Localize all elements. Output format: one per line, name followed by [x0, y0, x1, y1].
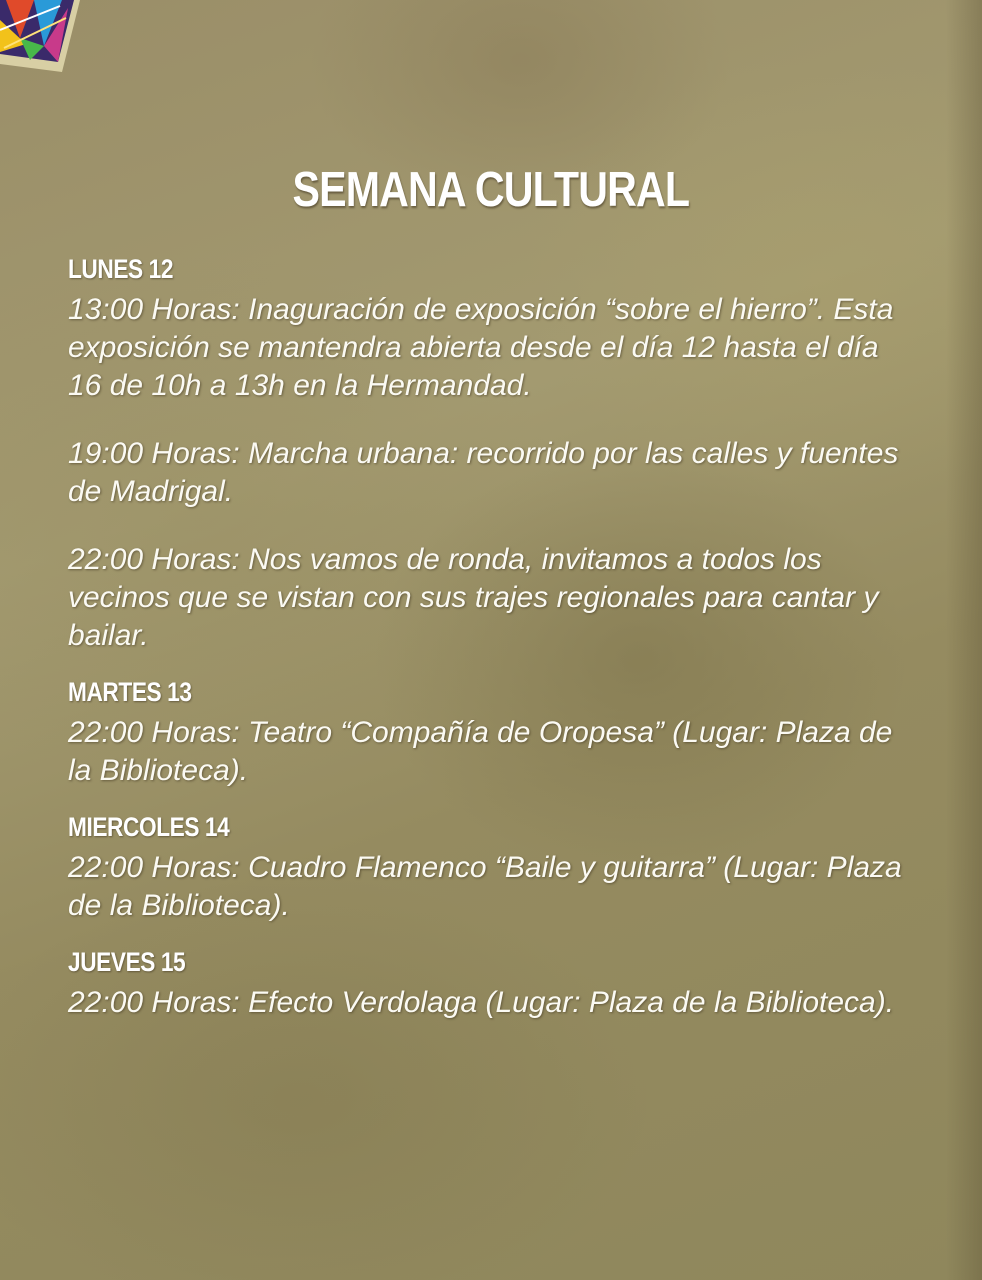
day-section-jueves — [68, 947, 908, 1022]
day-section-lunes — [68, 254, 908, 655]
day-heading: JUEVES 15 — [68, 947, 186, 977]
decorative-corner-art — [0, 0, 80, 80]
day-section-miercoles — [68, 812, 908, 925]
day-heading: LUNES 12 — [68, 254, 174, 284]
event-text: 22:00 Horas: Efecto Verdolaga (Lugar: Plaza de la Biblioteca). — [68, 986, 895, 1019]
day-section-martes — [68, 677, 908, 790]
event-text: 22:00 Horas: Cuadro Flamenco “Baile y guitarra” (Lugar: Plaza de la Biblioteca). — [68, 851, 902, 922]
day-heading: MARTES 13 — [68, 677, 192, 707]
day-heading: MIERCOLES 14 — [68, 812, 230, 842]
page-title: SEMANA CULTURAL — [292, 163, 690, 217]
event-text: 13:00 Horas: Inaguración de exposición “sobre el hierro”. Esta exposición se mantendra abierta desde el día 12 hasta el día 16 de 10h a 13h en la Hermandad. — [68, 293, 894, 402]
page-edge-shadow — [946, 0, 982, 1280]
event-text: 19:00 Horas: Marcha urbana: recorrido por las calles y fuentes de Madrigal. — [68, 437, 899, 508]
event-text: 22:00 Horas: Teatro “Compañía de Oropesa” (Lugar: Plaza de la Biblioteca). — [68, 716, 893, 787]
event-text: 22:00 Horas: Nos vamos de ronda, invitamos a todos los vecinos que se vistan con sus trajes regionales para cantar y bailar. — [68, 543, 879, 652]
schedule — [68, 254, 908, 1044]
